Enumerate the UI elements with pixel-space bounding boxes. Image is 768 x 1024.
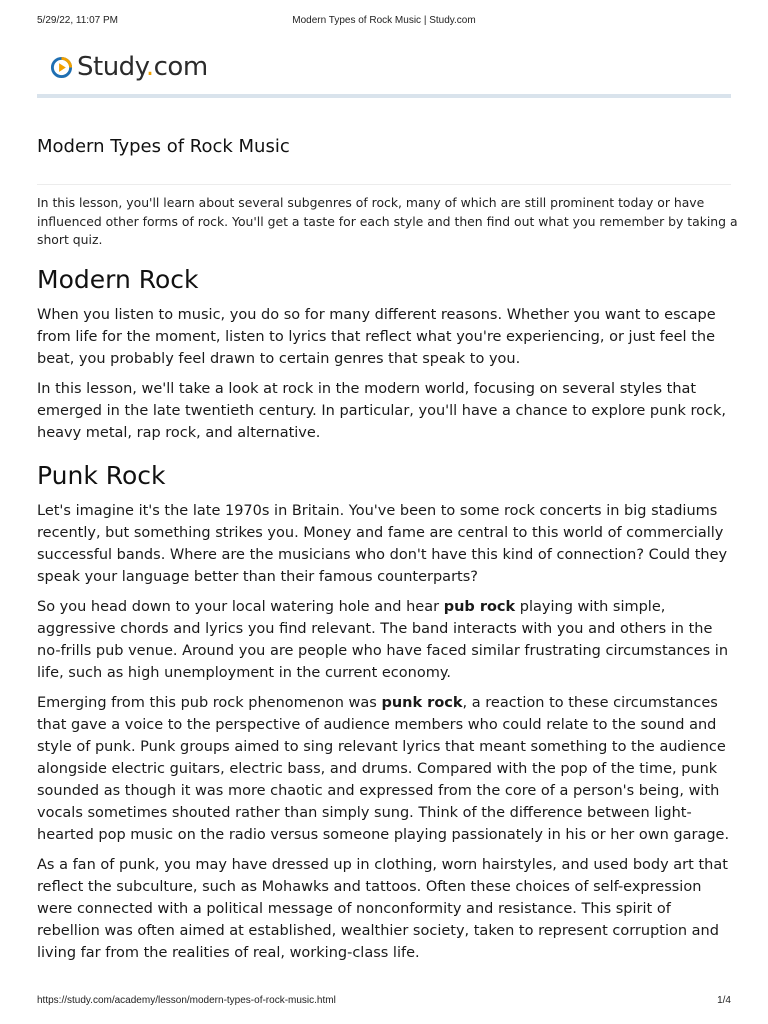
header-divider — [37, 94, 731, 98]
punk-rock-paragraph-3 — [37, 692, 738, 846]
lesson-title: Modern Types of Rock Music — [37, 136, 290, 157]
print-footer — [37, 995, 731, 1009]
print-page-number: 1/4 — [717, 995, 731, 1006]
punk-rock-paragraph-4: As a fan of punk, you may have dressed up in clothing, worn hairstyles, and used body art that reflect the subculture, such as Mohawks and tattoos. Often these choices of self-expression were connected with a political message of nonconformity and resistance. This spirit of rebellion was often aimed at established, wealthier society, taken to represent corruption and living far from the realities of real, working-class life. — [37, 857, 728, 961]
modern-rock-paragraph-1: When you listen to music, you do so for many different reasons. Whether you want to escape from life for the moment, listen to lyrics that reflect what you're experiencing, or just feel the beat, you probably feel drawn to certain genres that speak to you. — [37, 307, 716, 367]
punk-rock-paragraph-2 — [37, 596, 738, 684]
section-heading-punk-rock: Punk Rock — [37, 461, 166, 490]
paragraph-text: So you head down to your local watering hole and hear — [37, 599, 444, 615]
paragraph-text: Emerging from this pub rock phenomenon was — [37, 695, 382, 711]
term-punk-rock: punk rock — [381, 695, 463, 711]
logo-dot: . — [145, 52, 154, 82]
lesson-intro: In this lesson, you'll learn about several subgenres of rock, many of which are still prominent today or have influenced other forms of rock. You'll get a taste for each style and then find out what you remember by taking a short quiz. — [37, 195, 738, 247]
section-heading-modern-rock: Modern Rock — [37, 265, 199, 294]
lesson-content — [37, 262, 738, 972]
title-divider — [37, 184, 731, 185]
modern-rock-paragraph-2: In this lesson, we'll take a look at rock in the modern world, focusing on several styles that emerged in the late twentieth century. In particular, you'll have a chance to explore punk rock, heavy metal, rap rock, and alternative. — [37, 381, 726, 441]
study-logo[interactable] — [50, 50, 208, 84]
logo-wordmark — [77, 50, 208, 84]
play-circle-icon — [50, 56, 73, 79]
term-pub-rock: pub rock — [443, 599, 516, 615]
print-timestamp: 5/29/22, 11:07 PM — [37, 15, 118, 26]
paragraph-text: playing with simple, aggressive chords and lyrics you find relevant. The band interacts with you and others in the no-frills pub venue. Around you are people who have faced similar frustrating circumstances in life, such as high unemployment in the current economy. — [37, 599, 729, 681]
punk-rock-paragraph-1: Let's imagine it's the late 1970s in Britain. You've been to some rock concerts in big stadiums recently, but something strikes you. Money and fame are central to this world of commercially successful bands. Where are the musicians who don't have this kind of connection? Could they speak your language better than their famous counterparts? — [37, 503, 728, 585]
print-url: https://study.com/academy/lesson/modern-types-of-rock-music.html — [37, 995, 336, 1006]
print-page-title: Modern Types of Rock Music | Study.com — [292, 15, 476, 26]
logo-name: Study — [77, 52, 146, 82]
logo-suffix: com — [153, 52, 208, 82]
print-header — [37, 15, 731, 29]
paragraph-text: , a reaction to these circumstances that gave a voice to the perspective of audience members who could relate to the sound and style of punk. Punk groups aimed to sing relevant lyrics that meant something to the audience alongside electric guitars, electric bass, and drums. Compared with the pop of the time, punk sounded as though it was more chaotic and expressed from the core of a person's being, with vocals sometimes shouted rather than simply sung. Think of the difference between light-hearted pop music on the radio versus someone playing passionately in his or her own garage. — [37, 695, 730, 843]
